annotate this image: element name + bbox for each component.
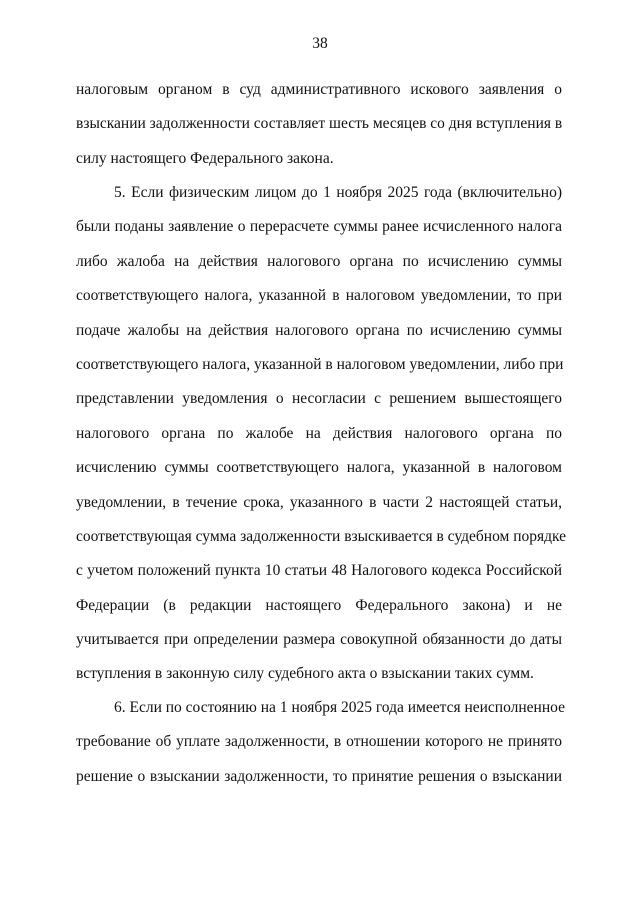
text-line: налогового органа по жалобе на действия налогового органа по [76,424,562,442]
text-line: уведомлении, в течение срока, указанного в части 2 настоящей статьи, [76,493,562,511]
text-line: соответствующего налога, указанной в налоговом уведомлении, то при [76,287,562,305]
text-line: вступления в законную силу судебного акта о взыскании таких сумм. [76,665,534,683]
text-line: налоговым органом в суд административного искового заявления о [76,81,562,98]
text-line: 6. Если по состоянию на 1 ноября 2025 года имеется неисполненное [114,699,565,716]
page-number: 38 [312,35,328,52]
text-line: требование об уплате задолженности, в отношении которого не принято [76,733,562,751]
text-line: подаче жалобы на действия налогового органа по исчислению суммы [76,321,562,339]
text-line: представлении уведомления о несогласии с решением вышестоящего [76,390,562,408]
text-line: силу настоящего Федерального закона. [76,149,334,167]
text-line: решение о взыскании задолженности, то принятие решения о взыскании [76,767,562,785]
text-line: 5. Если физическим лицом до 1 ноября 2025 года (включительно) [114,184,562,201]
paragraph-item-5 [76,176,567,692]
text-line: Федерации (в редакции настоящего Федерального закона) и не [76,596,562,614]
paragraph-continuation [76,73,562,176]
text-line: с учетом положений пункта 10 статьи 48 Налогового кодекса Российской [76,562,562,580]
paragraph-item-6 [76,691,565,794]
text-line: соответствующего налога, указанной в налоговом уведомлении, либо при [76,355,564,373]
text-line: соответствующая сумма задолженности взыскивается в судебном порядке [76,527,567,545]
text-line: были поданы заявление о перерасчете суммы ранее исчисленного налога [76,218,562,236]
text-line: исчислению суммы соответствующего налога, указанной в налоговом [76,459,562,477]
text-line: взыскании задолженности составляет шесть месяцев со дня вступления в [76,115,563,133]
text-line: учитывается при определении размера совокупной обязанности до даты [76,631,562,649]
text-line: либо жалоба на действия налогового органа по исчислению суммы [76,252,562,270]
